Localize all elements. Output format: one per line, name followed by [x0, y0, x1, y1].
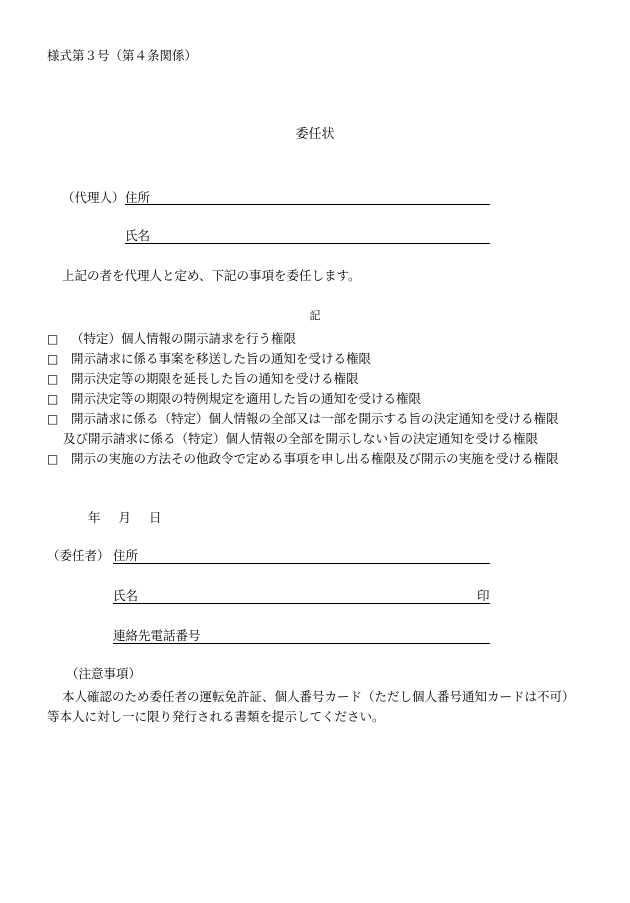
- document-title: 委任状: [295, 127, 335, 142]
- notes-body: [47, 687, 607, 727]
- agent-name-field[interactable]: [125, 243, 490, 244]
- authority-item-text: 開示決定等の期限の特例規定を適用した旨の通知を受ける権限: [71, 391, 422, 406]
- seal-label: 印: [477, 588, 490, 603]
- checkbox[interactable]: □: [47, 332, 59, 346]
- year-label: 年: [88, 510, 101, 525]
- authority-item-1: [47, 329, 617, 349]
- date-row: [88, 512, 176, 525]
- authority-item-text: （特定）個人情報の開示請求を行う権限: [71, 331, 297, 346]
- agent-address-field[interactable]: [125, 204, 490, 205]
- principal-address-label: 住所: [113, 548, 139, 563]
- authority-item-text: 開示決定等の期限を延長した旨の通知を受ける権限: [71, 371, 359, 386]
- ki-heading: 記: [309, 309, 321, 322]
- notes-line-2: 等本人に対し一に限り発行される書類を提示してください。: [47, 709, 385, 724]
- principal-phone-field[interactable]: [113, 643, 490, 644]
- day-label: 日: [149, 510, 162, 525]
- principal-phone-label: 連絡先電話番号: [113, 628, 201, 643]
- authority-list: [47, 329, 617, 469]
- principal-address-field[interactable]: [113, 563, 490, 564]
- authority-item-4: [47, 389, 617, 409]
- agent-address-label: 住所: [125, 190, 151, 205]
- form-number: 様式第３号（第４条関係）: [47, 48, 198, 63]
- agent-name-label: 氏名: [125, 228, 151, 243]
- authority-item-6: [47, 449, 617, 469]
- authority-item-text: 及び開示請求に係る（特定）個人情報の全部を開示しない旨の決定通知を受ける権限: [63, 431, 539, 446]
- notes-line-1: 本人確認のため委任者の運転免許証、個人番号カード（ただし個人番号通知カードは不可）: [62, 689, 575, 704]
- authority-item-text: 開示請求に係る（特定）個人情報の全部又は一部を開示する旨の決定通知を受ける権限: [71, 411, 559, 426]
- principal-role-label: （委任者）: [47, 548, 110, 563]
- month-label: 月: [118, 510, 132, 525]
- authority-item-text: 開示の実施の方法その他政令で定める事項を申し出る権限及び開示の実施を受ける権限: [71, 451, 559, 466]
- authority-item-text: 開示請求に係る事案を移送した旨の通知を受ける権限: [71, 351, 372, 366]
- checkbox[interactable]: □: [47, 372, 59, 386]
- notes-heading: （注意事項）: [66, 666, 142, 681]
- checkbox[interactable]: □: [47, 392, 59, 406]
- principal-name-label: 氏名: [113, 588, 139, 603]
- authority-item-5-continuation: [47, 429, 617, 449]
- principal-name-field[interactable]: [113, 603, 490, 604]
- agent-role-label: （代理人）: [62, 190, 125, 205]
- checkbox[interactable]: □: [47, 452, 59, 466]
- authority-item-2: [47, 349, 617, 369]
- authority-item-5: [47, 409, 617, 429]
- intro-text: 上記の者を代理人と定め、下記の事項を委任します。: [62, 268, 361, 283]
- authority-item-3: [47, 369, 617, 389]
- checkbox[interactable]: □: [47, 352, 59, 366]
- checkbox[interactable]: □: [47, 412, 59, 426]
